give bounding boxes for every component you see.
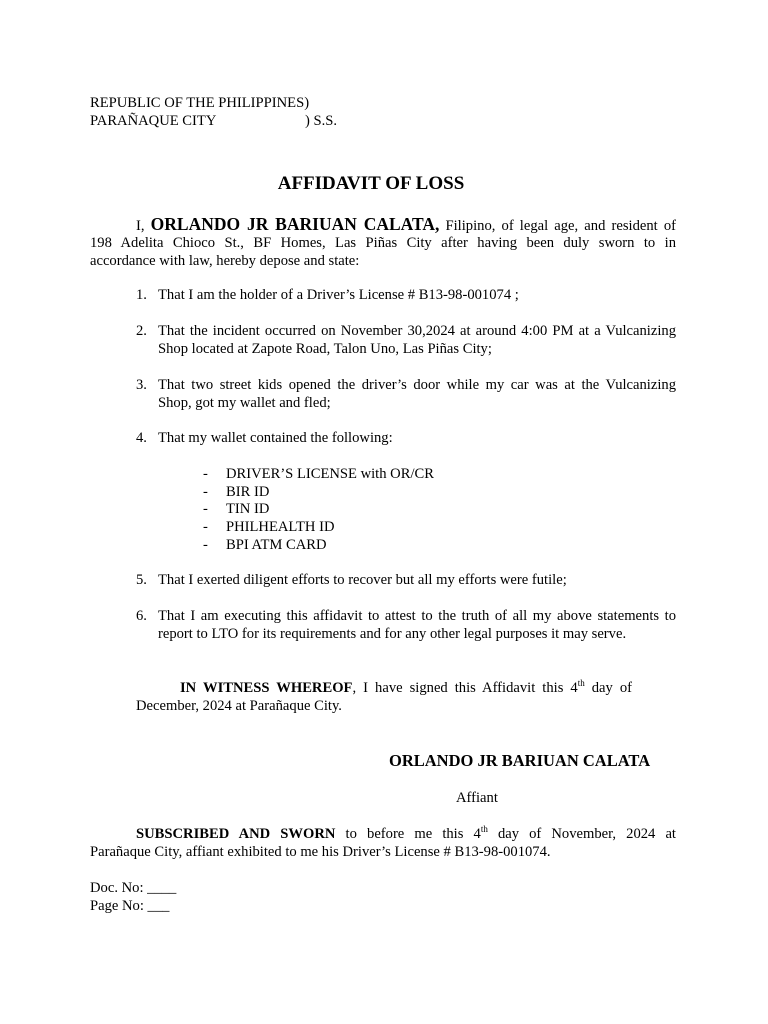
item-number: 3. (136, 377, 147, 393)
wallet-item-dash: - (203, 484, 208, 500)
item-number: 5. (136, 572, 147, 588)
item-line: That I exerted diligent efforts to recover but all my efforts were futile; (158, 572, 567, 588)
wallet-item-dash: - (203, 537, 208, 553)
wallet-item-text: TIN ID (226, 501, 270, 517)
item-line: Shop, got my wallet and fled; (158, 394, 331, 411)
sworn-line-2: Parañaque City, affiant exhibited to me his Driver’s License # B13-98-001074. (90, 843, 551, 860)
wallet-item-dash: - (203, 501, 208, 517)
page-no: Page No: ___ (90, 898, 170, 914)
witness-paragraph (136, 680, 632, 715)
intro-line-3: accordance with law, hereby depose and state: (90, 252, 360, 269)
sworn-paragraph (90, 826, 676, 861)
signature-role: Affiant (456, 790, 498, 806)
item-number: 4. (136, 430, 147, 446)
item-line: That I am the holder of a Driver’s License # B13-98-001074 ; (158, 287, 519, 303)
intro-paragraph (90, 213, 676, 270)
item-line: report to LTO for its requirements and for any other legal purposes it may serve. (158, 625, 627, 642)
witness-bold: IN WITNESS WHEREOF (180, 680, 353, 696)
intro-line-1-rest: Filipino, of legal age, and resident of (439, 218, 676, 234)
item-number: 6. (136, 608, 147, 624)
wallet-item-text: PHILHEALTH ID (226, 519, 335, 535)
witness-tail: day of (584, 680, 633, 696)
sworn-line-1 (90, 826, 676, 844)
intro-line-1 (90, 213, 676, 235)
venue-line-2-city: PARAÑAQUE CITY (90, 113, 217, 129)
item-number: 2. (136, 323, 147, 339)
item-line: That the incident occurred on November 30,2024 at around 4:00 PM at a Vulcanizing (158, 323, 676, 339)
intro-line-2: 198 Adelita Chioco St., BF Homes, Las Piñas City after having been duly sworn to in (90, 235, 676, 251)
witness-line-1 (136, 680, 632, 698)
wallet-item-text: BPI ATM CARD (226, 537, 327, 553)
venue-line-2-ss: ) S.S. (305, 113, 338, 129)
sworn-tail: day of November, 2024 at (487, 826, 676, 842)
wallet-item-text: BIR ID (226, 484, 270, 500)
item-line: That my wallet contained the following: (158, 430, 393, 446)
wallet-item-dash: - (203, 466, 208, 482)
sworn-rest: to before me this 4 (335, 826, 481, 842)
affiant-name-inline: ORLANDO JR BARIUAN CALATA, (150, 214, 440, 234)
wallet-item-text: DRIVER’S LICENSE with OR/CR (226, 466, 434, 482)
doc-no: Doc. No: ____ (90, 880, 177, 896)
item-line: That I am executing this affidavit to attest to the truth of all my above statements to (158, 608, 676, 624)
witness-rest: , I have signed this Affidavit this 4 (352, 680, 578, 696)
item-line: Shop located at Zapote Road, Talon Uno, Las Piñas City; (158, 340, 492, 357)
sworn-bold: SUBSCRIBED AND SWORN (136, 826, 336, 842)
signature-name: ORLANDO JR BARIUAN CALATA (389, 751, 651, 770)
document-title: AFFIDAVIT OF LOSS (277, 173, 465, 194)
witness-line-2: December, 2024 at Parañaque City. (136, 697, 342, 714)
sworn-sup: th (480, 824, 488, 834)
wallet-item-dash: - (203, 519, 208, 535)
item-line: That two street kids opened the driver’s door while my car was at the Vulcanizing (158, 377, 676, 393)
venue-line-1: REPUBLIC OF THE PHILIPPINES) (90, 95, 310, 111)
item-number: 1. (136, 287, 147, 303)
witness-sup: th (577, 678, 585, 688)
intro-pre: I, (136, 218, 151, 234)
